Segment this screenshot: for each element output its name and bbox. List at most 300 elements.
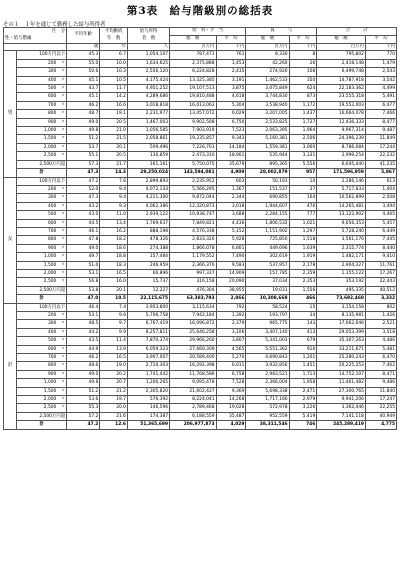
employee-count-cell: 3,953,800 bbox=[127, 303, 169, 311]
salary-average-cell: 9,343 bbox=[216, 135, 246, 143]
avg-age-cell: 49.8 bbox=[67, 127, 100, 135]
salary-total-cell: 787,471 bbox=[170, 51, 216, 59]
avg-age-cell: 48.6 bbox=[67, 362, 100, 370]
bonus-total-cell: 193,797 bbox=[246, 312, 289, 320]
avg-age-cell: 47.8 bbox=[67, 236, 100, 244]
salary-average-cell: 4,436 bbox=[216, 219, 246, 227]
grand-average-cell: 4,499 bbox=[365, 85, 396, 93]
employee-count-cell: 130,859 bbox=[127, 152, 169, 160]
employee-count-cell: 8,257,811 bbox=[127, 328, 169, 336]
bonus-amount-header: 総 額 bbox=[246, 36, 289, 44]
salary-average-header: 平 均 bbox=[216, 36, 246, 44]
bonus-total-cell: 952,559 bbox=[246, 412, 289, 420]
employee-count-cell: 509,496 bbox=[127, 143, 169, 151]
salary-average-cell: 20,090 bbox=[216, 278, 246, 286]
table-row bbox=[4, 101, 397, 109]
grand-total-cell: 29,053,399 bbox=[317, 328, 366, 336]
salary-average-cell: 3,875 bbox=[216, 85, 246, 93]
employee-count-cell: 4,289,686 bbox=[127, 93, 169, 101]
avg-years-cell: 9.6 bbox=[100, 312, 128, 320]
income-band: 800 〃 bbox=[17, 236, 67, 244]
salary-average-cell: 35,679 bbox=[216, 160, 246, 168]
table-row bbox=[4, 328, 397, 336]
bonus-total-cell: 2,533,825 bbox=[246, 118, 289, 126]
total-average-header: 平 均 bbox=[365, 36, 396, 44]
table-row bbox=[4, 76, 397, 84]
salary-average-total-cell: 4,909 bbox=[216, 169, 246, 177]
grand-total-cell: 8,786,084 bbox=[317, 143, 366, 151]
avg-age-cell: 44.5 bbox=[67, 219, 100, 227]
avg-age-cell: 57.2 bbox=[67, 412, 100, 420]
bonus-average-cell: 1,172 bbox=[289, 101, 317, 109]
bonus-average-cell: 1,919 bbox=[289, 253, 317, 261]
total-amount-header: 総 額 bbox=[317, 36, 366, 44]
employee-count-cell: 1,467,003 bbox=[127, 118, 169, 126]
avg-years-cell: 20.1 bbox=[100, 286, 128, 294]
income-band: 400 〃 bbox=[17, 76, 67, 84]
table-row bbox=[4, 135, 397, 143]
salary-average-cell: 14,184 bbox=[216, 143, 246, 151]
avg-years-cell: 14.2 bbox=[100, 93, 128, 101]
income-band: 600 〃 bbox=[17, 219, 67, 227]
bonus-average-cell: 1,201 bbox=[289, 354, 317, 362]
bonus-average-cell: 1,518 bbox=[289, 236, 317, 244]
table-row bbox=[4, 370, 397, 378]
grand-total-cell: 6,499,748 bbox=[317, 68, 366, 76]
salary-total-cell: 7,903,919 bbox=[170, 127, 216, 135]
salary-average-cell: 6,011 bbox=[216, 362, 246, 370]
bonus-total-cell: 50,193 bbox=[246, 177, 289, 185]
avg-years-total-cell: 10.5 bbox=[100, 295, 128, 303]
income-band: 900 〃 bbox=[17, 370, 67, 378]
salary-total-cell: 27,660,309 bbox=[170, 345, 216, 353]
avg-age-cell: 55.1 bbox=[67, 152, 100, 160]
employee-count-cell: 1,206,265 bbox=[127, 379, 169, 387]
salary-average-cell: 6,029 bbox=[216, 110, 246, 118]
employee-count-total-cell: 22,115,675 bbox=[127, 295, 169, 303]
bonus-total-cell: 965,775 bbox=[246, 320, 289, 328]
employee-count-cell: 274,388 bbox=[127, 244, 169, 252]
salary-total-cell: 16,096,872 bbox=[170, 320, 216, 328]
salary-average-cell: 3,688 bbox=[216, 211, 246, 219]
bonus-average-total-cell: 466 bbox=[289, 295, 317, 303]
bonus-average-cell: 10 bbox=[289, 177, 317, 185]
grand-average-cell: 22,232 bbox=[365, 152, 396, 160]
avg-years-cell: 16.6 bbox=[100, 101, 128, 109]
income-band: 800 〃 bbox=[17, 110, 67, 118]
bonus-average-cell: 1,713 bbox=[289, 370, 317, 378]
salary-total-cell: 29,966,260 bbox=[170, 337, 216, 345]
table-row bbox=[4, 337, 397, 345]
avg-years-cell: 9.3 bbox=[100, 202, 128, 210]
employee-count-cell: 161,161 bbox=[127, 160, 169, 168]
grand-average-cell: 1,404 bbox=[365, 185, 396, 193]
avg-years-cell: 10.5 bbox=[100, 76, 128, 84]
table-row bbox=[4, 177, 397, 185]
avg-age-cell: 52.0 bbox=[67, 185, 100, 193]
salary-average-cell: 5,928 bbox=[216, 236, 246, 244]
avg-age-cell: 46.1 bbox=[67, 227, 100, 235]
avg-years-cell: 21.2 bbox=[100, 387, 128, 395]
grand-total-cell: 1,482,171 bbox=[317, 253, 366, 261]
bonus-total-cell: 572,978 bbox=[246, 404, 289, 412]
bonus-total-cell: 3,932,856 bbox=[246, 362, 289, 370]
salary-total-cell: 9,902,508 bbox=[170, 118, 216, 126]
bonus-total-cell: 3,744,830 bbox=[246, 93, 289, 101]
salary-total-cell: 7,226,703 bbox=[170, 143, 216, 151]
bonus-total-total-cell: 28,002,879 bbox=[246, 169, 289, 177]
table-row bbox=[4, 320, 397, 328]
grand-average-total-cell: 5,867 bbox=[365, 169, 396, 177]
income-band: 1,500 〃 bbox=[17, 387, 67, 395]
salary-total-cell: 2,235,952 bbox=[170, 177, 216, 185]
unit-row bbox=[4, 44, 397, 51]
bonus-total-total-cell: 38,311,546 bbox=[246, 421, 289, 429]
employee-count-cell: 2,899,893 bbox=[127, 177, 169, 185]
avg-age-cell: 43.7 bbox=[67, 85, 100, 93]
income-band: 2,000 〃 bbox=[17, 269, 67, 277]
table-row bbox=[4, 143, 397, 151]
table-row bbox=[4, 85, 397, 93]
employee-count-cell: 7,870,374 bbox=[127, 337, 169, 345]
salary-average-cell: 19,028 bbox=[216, 404, 246, 412]
employee-count-cell: 2,939,122 bbox=[127, 211, 169, 219]
bonus-average-cell: 164 bbox=[289, 194, 317, 202]
grand-average-cell: 41,235 bbox=[365, 160, 396, 168]
grand-total-cell: 495,335 bbox=[317, 286, 366, 294]
bonus-total-cell: 2,983,521 bbox=[246, 370, 289, 378]
total-label: 計 bbox=[17, 295, 67, 303]
grand-average-cell: 22,443 bbox=[365, 278, 396, 286]
employee-count-cell: 1,634,625 bbox=[127, 59, 169, 67]
salary-average-cell: 6,801 bbox=[216, 244, 246, 252]
grand-average-cell: 4,465 bbox=[365, 211, 396, 219]
bonus-average-cell: 350 bbox=[289, 76, 317, 84]
avg-years-cell: 20.5 bbox=[100, 118, 128, 126]
table-row bbox=[4, 278, 397, 286]
avg-years-cell: 19.0 bbox=[100, 362, 128, 370]
employee-count-cell: 1,056,585 bbox=[127, 127, 169, 135]
bonus-total-cell: 2,366,004 bbox=[246, 379, 289, 387]
grand-average-cell: 11,761 bbox=[365, 261, 396, 269]
employee-count-cell: 174,387 bbox=[127, 412, 169, 420]
avg-years-cell: 18.8 bbox=[100, 253, 128, 261]
bonus-total-cell: 58,524 bbox=[246, 303, 289, 311]
avg-age-cell: 49.8 bbox=[67, 379, 100, 387]
table-row bbox=[4, 93, 397, 101]
bonus-total-cell: 157,785 bbox=[246, 269, 289, 277]
employee-count-cell: 15,737 bbox=[127, 278, 169, 286]
income-band: 200 〃 bbox=[17, 312, 67, 320]
grand-average-cell: 613 bbox=[365, 177, 396, 185]
bonus-total-cell: 1,559,381 bbox=[246, 143, 289, 151]
grand-average-cell: 8,440 bbox=[365, 244, 396, 252]
avg-age-total-cell: 47.0 bbox=[67, 295, 100, 303]
page-title: 第3表 給与階級別の総括表 bbox=[126, 5, 274, 17]
avg-years-cell: 10.3 bbox=[100, 68, 128, 76]
avg-years-cell: 16.5 bbox=[100, 269, 128, 277]
bonus-total-cell: 274,920 bbox=[246, 68, 289, 76]
bonus-average-cell: 413 bbox=[289, 328, 317, 336]
grand-total-cell: 2,999,254 bbox=[317, 152, 366, 160]
bonus-average-cell: 1,021 bbox=[289, 219, 317, 227]
avg-age-cell: 48.7 bbox=[67, 110, 100, 118]
avg-years-cell: 11.4 bbox=[100, 337, 128, 345]
grand-average-cell: 1,426 bbox=[365, 312, 396, 320]
salary-average-cell: 2,344 bbox=[216, 194, 246, 202]
avg-years-cell: 20.7 bbox=[100, 379, 128, 387]
income-band: 600 〃 bbox=[17, 345, 67, 353]
salary-total-cell: 2,833,326 bbox=[170, 236, 216, 244]
employee-count-cell: 478,326 bbox=[127, 236, 169, 244]
bonus-average-cell: 2,359 bbox=[289, 269, 317, 277]
grand-average-cell: 2,508 bbox=[365, 194, 396, 202]
avg-age-cell: 51.0 bbox=[67, 261, 100, 269]
avg-years-cell: 13.9 bbox=[100, 345, 128, 353]
income-band: 100万円以下 bbox=[17, 177, 67, 185]
table-row bbox=[4, 51, 397, 59]
bonus-average-cell: 2,506 bbox=[289, 135, 317, 143]
avg-years-cell: 19.1 bbox=[100, 110, 128, 118]
avg-years-cell: 21.0 bbox=[100, 127, 128, 135]
income-band: 400 〃 bbox=[17, 328, 67, 336]
salary-total-cell: 7,942,184 bbox=[170, 312, 216, 320]
avg-age-cell: 57.3 bbox=[67, 160, 100, 168]
bonus-average-cell: 37 bbox=[289, 185, 317, 193]
employee-count-cell: 1,054,107 bbox=[127, 51, 169, 59]
avg-age-cell: 44.2 bbox=[67, 328, 100, 336]
table-row bbox=[4, 211, 397, 219]
income-band: 2,000 〃 bbox=[17, 143, 67, 151]
section-label: 女 bbox=[4, 177, 17, 303]
grand-total-cell: 17,062,646 bbox=[317, 320, 366, 328]
employee-count-cell: 5,706,758 bbox=[127, 312, 169, 320]
income-band: 200 〃 bbox=[17, 59, 67, 67]
bonus-total-cell: 19,031 bbox=[246, 286, 289, 294]
table-row bbox=[4, 396, 397, 404]
table-row bbox=[4, 160, 397, 168]
table-row bbox=[4, 379, 397, 387]
employee-count-cell: 576,392 bbox=[127, 396, 169, 404]
grand-total-cell: 20,225,253 bbox=[317, 362, 366, 370]
avg-age-total-cell: 47.2 bbox=[67, 421, 100, 429]
bonus-average-cell: 8 bbox=[289, 51, 317, 59]
bonus-average-cell: 1,297 bbox=[289, 227, 317, 235]
grand-total-cell: 2,904,327 bbox=[317, 261, 366, 269]
avg-age-cell: 53.7 bbox=[67, 143, 100, 151]
grand-average-cell: 6,449 bbox=[365, 227, 396, 235]
table-row bbox=[4, 303, 397, 311]
salary-total-cell: 12,320,873 bbox=[170, 202, 216, 210]
grand-average-cell: 5,457 bbox=[365, 219, 396, 227]
salary-average-cell: 14,268 bbox=[216, 396, 246, 404]
salary-total-cell: 19,810,488 bbox=[170, 93, 216, 101]
salary-total-cell: 1,179,552 bbox=[170, 253, 216, 261]
salary-total-cell: 11,768,586 bbox=[170, 370, 216, 378]
bonus-total-cell: 2,063,395 bbox=[246, 127, 289, 135]
grand-average-cell: 9,410 bbox=[365, 253, 396, 261]
avg-years-cell: 19.7 bbox=[100, 396, 128, 404]
salary-total-cell: 13,457,072 bbox=[170, 110, 216, 118]
employee-count-cell: 1,769,637 bbox=[127, 219, 169, 227]
avg-years-cell: 11.7 bbox=[100, 85, 128, 93]
salary-average-cell: 792 bbox=[216, 303, 246, 311]
grand-total-cell: 6,645,440 bbox=[317, 160, 366, 168]
bonus-total-cell: 535,944 bbox=[246, 152, 289, 160]
bonus-average-cell: 3,226 bbox=[289, 404, 317, 412]
grand-total-cell: 27,300,765 bbox=[317, 387, 366, 395]
bonus-total-cell: 1,462,533 bbox=[246, 76, 289, 84]
grand-average-cell: 22,255 bbox=[365, 404, 396, 412]
avg-age-cell: 47.2 bbox=[67, 177, 100, 185]
table-row bbox=[4, 345, 397, 353]
bonus-total-cell: 37,034 bbox=[246, 278, 289, 286]
income-band: 2,500 〃 bbox=[17, 278, 67, 286]
income-band: 400 〃 bbox=[17, 202, 67, 210]
employee-count-cell: 6,059,323 bbox=[127, 345, 169, 353]
grand-average-total-cell: 3,332 bbox=[365, 295, 396, 303]
salary-total-cell: 6,188,559 bbox=[170, 412, 216, 420]
bonus-total-total-cell: 10,308,668 bbox=[246, 295, 289, 303]
salary-average-cell: 3,106 bbox=[216, 328, 246, 336]
salary-total-total-cell: 206,977,873 bbox=[170, 421, 216, 429]
salary-amount-header: 総 額 bbox=[170, 36, 216, 44]
bonus-total-cell: 151,537 bbox=[246, 185, 289, 193]
grand-total-cell: 3,154,158 bbox=[317, 303, 366, 311]
avg-years-cell: 18.2 bbox=[100, 236, 128, 244]
bonus-total-cell: 42,260 bbox=[246, 59, 289, 67]
salary-average-cell: 3,191 bbox=[216, 76, 246, 84]
grand-total-cell: 24,396,239 bbox=[317, 135, 366, 143]
bonus-average-cell: 34 bbox=[289, 312, 317, 320]
bonus-average-total-cell: 746 bbox=[289, 421, 317, 429]
table-row bbox=[4, 261, 397, 269]
avg-years-cell: 6.7 bbox=[100, 51, 128, 59]
grand-total-cell: 10,562,899 bbox=[317, 194, 366, 202]
income-band: 800 〃 bbox=[17, 362, 67, 370]
grand-total-cell: 2,286,146 bbox=[317, 177, 366, 185]
salary-average-cell: 2,379 bbox=[216, 320, 246, 328]
salary-average-total-cell: 2,866 bbox=[216, 295, 246, 303]
employee-count-cell: 12,227 bbox=[127, 286, 169, 294]
employee-count-cell: 3,018,818 bbox=[127, 101, 169, 109]
grand-average-cell: 11,849 bbox=[365, 135, 396, 143]
avg-age-total-cell: 47.3 bbox=[67, 169, 100, 177]
bonus-total-cell: 2,284,155 bbox=[246, 211, 289, 219]
bonus-total-cell: 3,538,940 bbox=[246, 101, 289, 109]
bonus-total-cell: 537,957 bbox=[246, 261, 289, 269]
unit-label: 人 bbox=[127, 44, 169, 51]
summary-table bbox=[3, 27, 397, 430]
unit-label: 千円 bbox=[289, 44, 317, 51]
bonus-average-cell: 1,964 bbox=[289, 127, 317, 135]
employee-count-cell: 6,767,419 bbox=[127, 320, 169, 328]
grand-average-cell: 40,949 bbox=[365, 412, 396, 420]
income-band: 500 〃 bbox=[17, 85, 67, 93]
table-row bbox=[4, 362, 397, 370]
salary-total-cell: 8,224,041 bbox=[170, 396, 216, 404]
avg-age-cell: 44.9 bbox=[67, 345, 100, 353]
avg-years-cell: 7.6 bbox=[100, 177, 128, 185]
grand-total-cell: 3,362,446 bbox=[317, 404, 366, 412]
avg-age-cell: 47.3 bbox=[67, 194, 100, 202]
bonus-average-cell: 679 bbox=[289, 337, 317, 345]
table-row bbox=[4, 59, 397, 67]
income-band: 900 〃 bbox=[17, 244, 67, 252]
employee-count-cell: 157,484 bbox=[127, 253, 169, 261]
bonus-average-cell: 108 bbox=[289, 68, 317, 76]
avg-years-cell: 20.2 bbox=[100, 370, 128, 378]
salary-total-cell: 7,849,821 bbox=[170, 219, 216, 227]
avg-age-cell: 50.6 bbox=[67, 68, 100, 76]
avg-age-cell: 46.4 bbox=[67, 303, 100, 311]
avg-age-cell: 53.1 bbox=[67, 312, 100, 320]
avg-years-cell: 18.3 bbox=[100, 261, 128, 269]
section-total-row bbox=[4, 295, 397, 303]
kubun-bottom-label: 性・給与階級 bbox=[5, 35, 32, 41]
table-row bbox=[4, 118, 397, 126]
grand-average-cell: 802 bbox=[365, 303, 396, 311]
salary-total-cell: 10,838,747 bbox=[170, 211, 216, 219]
grand-total-cell: 35,307,263 bbox=[317, 337, 366, 345]
grand-average-cell: 6,470 bbox=[365, 354, 396, 362]
table-row bbox=[4, 286, 397, 294]
avg-years-header-line1: 平均勤続 bbox=[104, 29, 123, 34]
table-row bbox=[4, 236, 397, 244]
avg-years-cell: 10.0 bbox=[100, 59, 128, 67]
salary-total-cell: 2,375,888 bbox=[170, 59, 216, 67]
bonus-total-cell: 3,407,140 bbox=[246, 328, 289, 336]
unit-label: 千円 bbox=[216, 44, 246, 51]
income-band: 1,500 〃 bbox=[17, 261, 67, 269]
avg-years-cell: 16.0 bbox=[100, 278, 128, 286]
salary-average-cell: 5,152 bbox=[216, 227, 246, 235]
salary-total-cell: 1,866,078 bbox=[170, 244, 216, 252]
salary-average-cell: 6,758 bbox=[216, 370, 246, 378]
bonus-average-cell: 5,556 bbox=[289, 160, 317, 168]
grand-average-cell: 1,479 bbox=[365, 59, 396, 67]
grand-total-total-cell: 171,596,959 bbox=[317, 169, 366, 177]
income-band: 300 〃 bbox=[17, 320, 67, 328]
employee-count-cell: 2,710,303 bbox=[127, 362, 169, 370]
unit-label: 百万円 bbox=[246, 44, 289, 51]
salary-total-cell: 13,325,385 bbox=[170, 76, 216, 84]
bonus-total-cell: 1,944,607 bbox=[246, 202, 289, 210]
grand-average-cell: 7,445 bbox=[365, 236, 396, 244]
avg-age-cell: 53.8 bbox=[67, 286, 100, 294]
bonus-average-cell: 26 bbox=[289, 59, 317, 67]
avg-years-cell: 21.5 bbox=[100, 135, 128, 143]
salary-total-total-cell: 143,594,081 bbox=[170, 169, 216, 177]
avg-age-cell: 53.6 bbox=[67, 396, 100, 404]
grand-total-cell: 8,135,981 bbox=[317, 312, 366, 320]
bonus-average-cell: 2,979 bbox=[289, 396, 317, 404]
employee-count-cell: 66,896 bbox=[127, 269, 169, 277]
bonus-average-cell: 15 bbox=[289, 303, 317, 311]
bonus-total-cell: 3,207,005 bbox=[246, 110, 289, 118]
employees-header bbox=[127, 28, 169, 44]
table-row bbox=[4, 127, 397, 135]
unit-label: 年 bbox=[100, 44, 128, 51]
avg-age-cell: 48.5 bbox=[67, 320, 100, 328]
total-label: 計 bbox=[17, 169, 67, 177]
bonus-average-cell: 476 bbox=[289, 202, 317, 210]
unit-label: 百万円 bbox=[317, 44, 366, 51]
income-band: 200 〃 bbox=[17, 185, 67, 193]
income-band: 2,500万円超 bbox=[17, 160, 67, 168]
table-row bbox=[4, 202, 397, 210]
bonus-total-cell: 1,806,532 bbox=[246, 219, 289, 227]
